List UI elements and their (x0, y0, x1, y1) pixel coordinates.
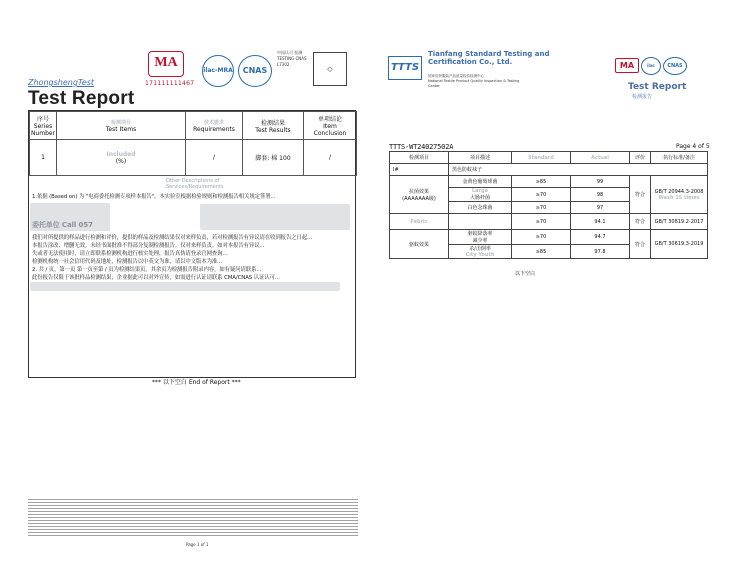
blank-marker: 以下空白 (515, 271, 536, 277)
g4-req: ≥85 (512, 245, 571, 259)
lab-name: Tianfang Standard Testing and Certification Co., Ltd. (428, 50, 550, 66)
row-conclusion: / (304, 140, 357, 176)
g1-act-1: 99 (571, 176, 630, 188)
desc-line-1: 1.依据 (Based on) 为 "电商委托检测专项样本报告"，本实验室根据检验规则和检测报告相关规定签署... (32, 194, 276, 200)
fine-print-terms (28, 497, 358, 537)
desc-line-3: 我们对所提供的样品进行检测和评价，提供的样品及检测结果仅对来样负责，若对检测报告有异议请在收到报告之日起... (32, 235, 312, 241)
row-result: 脚套: 棉 100 (243, 140, 304, 176)
right-report-title: Test Report (628, 82, 687, 92)
page-number: Page 1 of 1 (186, 542, 209, 547)
g4-item: 杀/击倒率 City Youth (449, 245, 512, 259)
g2-desc (449, 214, 512, 230)
g1-act-3: 97 (571, 202, 630, 214)
cma-number: 171111111467 (145, 80, 195, 87)
g1-item-2: Large 大肠杆菌 (449, 188, 512, 202)
ilac-logo-small: ilac (641, 57, 661, 75)
g4-act: 97.8 (571, 245, 630, 259)
sample-id: I# (390, 164, 449, 176)
report-number: TTTS-WT24027502A (389, 143, 454, 151)
g2-req: ≥70 (512, 214, 571, 230)
row-number: 1 (30, 140, 57, 176)
g3-standard: GB/T 30619.3-2019 (651, 230, 708, 259)
hdr-evaluation: 评价 (630, 152, 651, 164)
g2-standard: GB/T 30819.2-2017 (651, 214, 708, 230)
hdr-description: 项目描述 (449, 152, 512, 164)
desc-line-2: 委托单位 Call 057 (32, 221, 93, 229)
ttts-logo: TTTS (388, 56, 422, 80)
right-report-subtitle: 检测报告 (632, 94, 653, 100)
page-of: Page 4 of 5 (676, 143, 710, 150)
cma-logo-small: MA (615, 58, 639, 73)
g1-standard: GB/T 20944.3-2008 Wash 15 times (651, 176, 708, 214)
g3-item: 驱蚊降落率 减少率 (449, 230, 512, 245)
col-header-conclusion: 单项结论 Item Conclusion (304, 112, 357, 140)
brand-name: ZhongshengTest (28, 78, 95, 87)
g2-act: 94.1 (571, 214, 630, 230)
g1-eval: 符合 (630, 176, 651, 214)
hdr-test-item: 检测项目 (390, 152, 449, 164)
cnas-text: 中国认可 检测 TESTING CNAS L7302 (277, 50, 307, 67)
desc-line-7: 2. 共 / 页，第一页 第一页至第 / 页为检测结果页，其余页为检测报告附录内容，如有疑问请联系... (32, 267, 262, 273)
group1-name: 抗菌效果 (AAAAAAA级) (390, 176, 449, 214)
desc-line-4: 本报告涂改、增删无效。未经书面批准不得部分复制检测报告。仅对来样负责。如对本报告有异议... (32, 243, 265, 249)
row-test-item: Included (%) (57, 140, 186, 176)
report-title: Test Report (28, 88, 135, 109)
lab-subtitle: 国家纺织服装产品质量检验检测中心 National Textile Product Quality Inspection & Testing Center (428, 74, 520, 88)
g3-name: 驱蚊效果 (390, 230, 449, 259)
redacted-block-3 (30, 282, 340, 291)
cnas-logo-small: CNAS (663, 57, 687, 75)
sample-desc: 黑色防蚊袜子 (449, 164, 708, 176)
g1-item-3: 白色念珠菌 (449, 202, 512, 214)
g1-req-2: ≥70 (512, 188, 571, 202)
hdr-actual: Actual (571, 152, 630, 164)
col-header-series: 序号 Series Number (30, 112, 57, 140)
col-header-test-items: 检测项目 Test Items (57, 112, 186, 140)
redacted-block-2 (200, 204, 350, 230)
cma-logo: MA (148, 51, 184, 77)
hdr-standard-note: 执行标准/备注 (651, 152, 708, 164)
hdr-standard: Standard (512, 152, 571, 164)
row-requirement: / (186, 140, 243, 176)
left-results-table (29, 111, 357, 176)
g1-act-2: 98 (571, 188, 630, 202)
g1-req-1: ≥85 (512, 176, 571, 188)
g2-name: Fabric (390, 214, 449, 230)
accreditation-seal-logo: ◇ (313, 52, 347, 86)
desc-line-5: 失或者无法使用时，请立即联系检测机构进行核实处理，报告真伪请登录官网查询... (32, 251, 228, 257)
col-header-requirements: 技术要求 Requirements (186, 112, 243, 140)
other-desc-label: Other Descriptions of Services/Requirements (166, 178, 224, 190)
g2-eval: 符合 (630, 214, 651, 230)
right-results-table (389, 151, 708, 259)
g1-item-1: 金黄色葡萄球菌 (449, 176, 512, 188)
cnas-logo: CNAS (238, 55, 272, 87)
desc-line-6: 检测机构统一社会信用代码及地址，检测报告以中英文为准，请以中文版本为准... (32, 259, 223, 265)
end-of-report: *** 以下空白 End of Report *** (152, 379, 241, 386)
g3-req: ≥70 (512, 230, 571, 245)
g3-act: 94.7 (571, 230, 630, 245)
col-header-results: 检测结果 Test Results (243, 112, 304, 140)
g3-eval: 符合 (630, 230, 651, 259)
g1-req-3: ≥70 (512, 202, 571, 214)
desc-line-8: 此份报告仅限于该批样品检测结果，企业据此可以对外宣传，如需进行认证请联系 CMA/CNAS 认证认可... (32, 275, 280, 281)
ilac-mra-logo: ilac-MRA (202, 55, 234, 87)
